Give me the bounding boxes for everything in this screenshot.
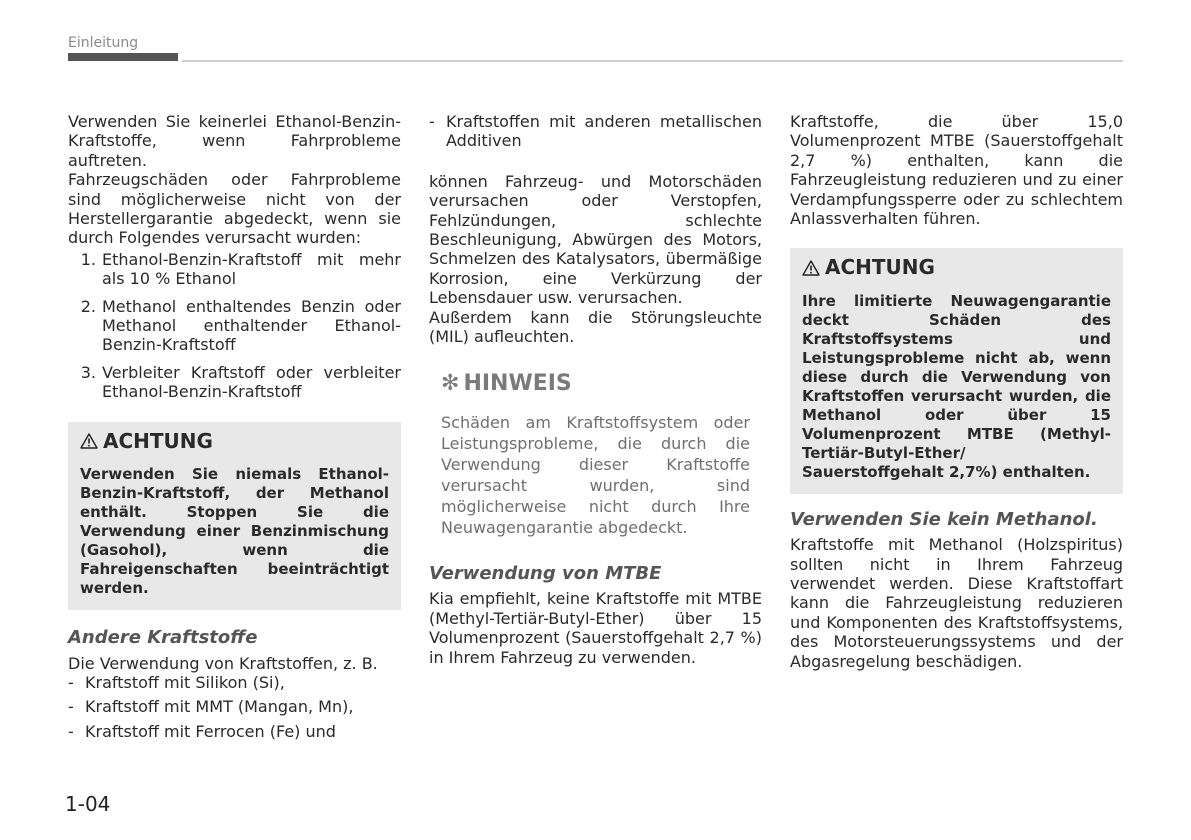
section-heading: Verwendung von MTBE [429,562,662,584]
section-header: Einleitung [68,35,139,51]
paragraph: Kraftstoffe mit Methanol (Holzspiritus) sollten nicht in Ihrem Fahrzeug verwendet werden. Diese Kraftstoffart kann die Fahrzeugleistung reduzieren und Komponenten des Kraftstoffsystems, des Motorsteuerungssystems und der Abgasregelung beschädigen. [790,535,1123,671]
list-text: Kraftstoffen mit anderen metallischen Additiven [446,112,762,151]
paragraph: können Fahrzeug- und Motorschäden verursachen oder Verstopfen, Fehlzündungen, schlechte Beschleunigung, Abwürgen des Motors, Schmelzen des Katalysators, übermäßige Korrosion, eine Verkürzung der Lebensdauer usw. verursachen. [429,171,762,308]
list-text: Methanol enthaltendes Benzin oder Methanol enthaltender Ethanol-Benzin-Kraftstoff [102,296,401,355]
list-item: - Kraftstoff mit Ferrocen (Fe) und [68,722,401,741]
header-rule [182,60,1123,62]
dash-list [68,673,401,741]
warning-title [80,428,389,453]
page-number: 1-04 [65,792,111,816]
warning-triangle-icon [802,260,820,276]
paragraph: Fahrzeugschäden oder Fahrprobleme sind möglicherweise nicht von der Herstellergarantie abgedeckt, wenn sie durch Folgendes verursacht wurden: [68,170,401,248]
list-text: Verbleiter Kraftstoff oder verbleiter Ethanol-Benzin-Kraftstoff [102,362,401,402]
warning-title-text: ACHTUNG [825,255,935,280]
warning-triangle-icon [80,433,98,449]
paragraph: Die Verwendung von Kraftstoffen, z. B. [68,653,378,673]
warning-box [790,248,1123,493]
list-item [68,363,401,402]
warning-box [68,422,401,610]
dash-list [429,112,762,151]
warning-text: Verwenden Sie niemals Ethanol-Benzin-Kraftstoff, der Methanol enthält. Stoppen Sie die Verwendung einer Benzinmischung (Gasohol), wenn die Fahreigenschaften beeinträchtigt werden. [80,465,389,598]
list-text: Kraftstoff mit MMT (Mangan, Mn), [85,697,354,717]
warning-text: Ihre limitierte Neuwagengarantie deckt Schäden des Kraftstoffsystems und Leistungsprobleme nicht ab, wenn diese durch die Verwendung von Kraftstoffen verursacht wurden, die Methanol oder über 15 Volumenprozent MTBE (Methyl-Tertiär-Butyl-Ether/ Sauerstoffgehalt 2,7%) enthalten. [802,291,1111,481]
list-item: - Kraftstoffen mit anderen metallischen Additiven [429,112,762,151]
list-number: 3. [80,362,96,382]
column-2 [429,112,762,667]
note-text: Schäden am Kraftstoffsystem oder Leistungsprobleme, die durch die Verwendung dieser Kraftstoffe verursacht wurden, sind möglicherweise nicht durch Ihre Neuwagengarantie abgedeckt. [441,412,750,537]
paragraph: Kraftstoffe, die über 15,0 Volumenprozent MTBE (Sauerstoffgehalt 2,7 %) enthalten, kann die Fahrzeugleistung reduzieren und zu einer Verdampfungssperre oder zu schlechtem Anlassverhalten führen. [790,112,1123,229]
header-accent-bar [68,53,178,61]
warning-title-text: ACHTUNG [103,428,213,453]
list-number: 2. [80,296,96,316]
numbered-list [68,250,401,402]
list-text: Kraftstoff mit Ferrocen (Fe) und [85,721,336,741]
list-item [68,297,401,355]
list-item [68,250,401,289]
list-text: Ethanol-Benzin-Kraftstoff mit mehr als 10 % Ethanol [102,249,401,289]
paragraph: Verwenden Sie keinerlei Ethanol-Benzin-Kraftstoffe, wenn Fahrprobleme auftreten. [68,112,401,170]
list-number: 1. [80,249,96,269]
note-box [429,371,762,537]
warning-title [802,255,1111,280]
list-text: Kraftstoff mit Silikon (Si), [85,672,285,692]
section-heading: Verwenden Sie kein Methanol. [790,508,1098,530]
note-title-text: HINWEIS [463,371,572,397]
asterisk-icon: ✻ [441,371,460,397]
column-3 [790,112,1123,671]
paragraph: Kia empfiehlt, keine Kraftstoffe mit MTBE (Methyl-Tertiär-Butyl-Ether) über 15 Volumenprozent (Sauerstoffgehalt 2,7 %) in Ihrem Fahrzeug zu verwenden. [429,589,762,667]
list-item: - Kraftstoff mit MMT (Mangan, Mn), [68,697,401,716]
column-1 [68,112,401,746]
list-item: - Kraftstoff mit Silikon (Si), [68,673,401,692]
section-heading: Andere Kraftstoffe [68,627,258,649]
note-title [441,371,750,397]
paragraph: Außerdem kann die Störungsleuchte (MIL) aufleuchten. [429,307,762,347]
